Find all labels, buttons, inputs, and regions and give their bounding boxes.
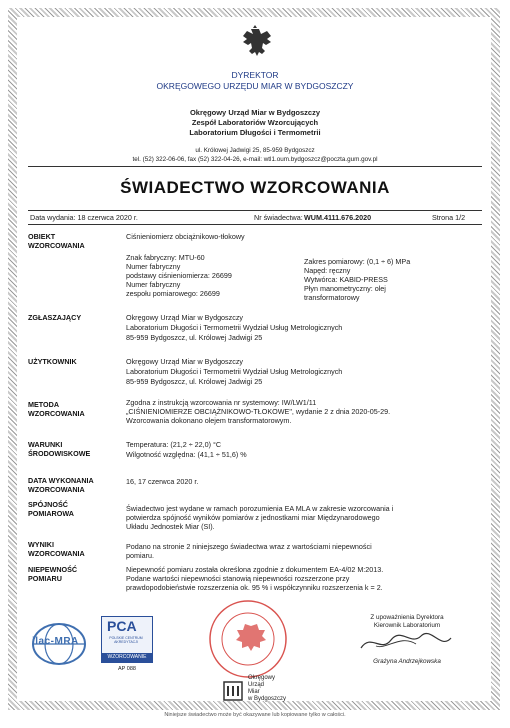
cert-number-label: Nr świadectwa: (254, 213, 303, 222)
page-number: Strona 1/2 (432, 213, 466, 222)
eagle-emblem-icon (237, 22, 273, 62)
oum-logo-icon (222, 680, 244, 702)
org-line3: Laboratorium Długości i Termometrii (189, 128, 321, 137)
uncertainty-line-1: Podane wartości niepewności stanowią niepewności rozszerzone przy (126, 574, 350, 583)
org-line1: Okręgowy Urząd Miar w Bydgoszczy (189, 108, 321, 117)
object-label1: OBIEKT (28, 232, 56, 241)
org-line2: Zespół Laboratoriów Wzorcujących (191, 118, 319, 127)
address-line2: tel. (52) 322-06-06, fax (52) 322-04-26, e-mail: wtl1.oum.bydgoszcz@poczta.gum.gov.pl (132, 156, 378, 163)
results-label1: WYNIKI (28, 540, 54, 549)
ilac-text: ilac-MRA (32, 636, 79, 647)
object-left-3: Numer fabryczny (126, 280, 181, 289)
footer-note: Niniejsze świadectwo może być okazywane lub kopiowane tylko w całości. (164, 712, 346, 718)
method-line-1: „CIŚNIENIOMIERZE OBCIĄŻNIKOWO-TŁOKOWE", wydanie 2 z dnia 2020-05-29. (126, 407, 391, 416)
pca-subtitle: POLSKIE CENTRUM AKREDYTACJI (109, 636, 143, 644)
oum-line1: Okręgowy (248, 675, 276, 681)
applicant-line-0: Okręgowy Urząd Miar w Bydgoszczy (126, 313, 244, 322)
handwritten-signature-icon (356, 628, 456, 656)
uncertainty-line-2: prawdopodobieństwie rozszerzenia ok. 95 % i współczynniku rozszerzenia k = 2. (126, 583, 383, 592)
date-label1: DATA WYKONANIA (28, 476, 94, 485)
issue-date: Data wydania: 18 czerwca 2020 r. (30, 213, 138, 222)
header-divider (28, 166, 482, 167)
results-label2: WZORCOWANIA (28, 549, 85, 558)
user-label: UŻYTKOWNIK (28, 357, 77, 366)
signature-line1: Z upoważnienia Dyrektora (370, 614, 444, 621)
object-left-4: zespołu pomiarowego: 26699 (126, 289, 220, 298)
object-right-3: Płyn manometryczny: olej (304, 284, 386, 293)
conditions-label2: ŚRODOWISKOWE (28, 449, 91, 458)
meta-top-line (28, 210, 482, 211)
traceability-line-0: Świadectwo jest wydane w ramach porozumienia EA MLA w zakresie wzorcowania i (126, 504, 394, 513)
oum-line2: Urząd (248, 682, 265, 688)
conditions-line-1: Wilgotność względna: (41,1 ÷ 51,6) % (126, 450, 247, 459)
results-line-1: pomiaru. (126, 551, 154, 560)
object-name: Ciśnieniomierz obciążnikowo-tłokowy (126, 232, 245, 241)
conditions-line-0: Temperatura: (21,2 ÷ 22,0) °C (126, 440, 222, 449)
method-label2: WZORCOWANIA (28, 409, 85, 418)
meta-bottom-line (28, 224, 482, 225)
traceability-label1: SPÓJNOŚĆ (28, 500, 68, 509)
traceability-line-1: potwierdza spójność wyników pomiarów z jednostkami miar Międzynarodowego (126, 513, 380, 522)
director-line1: DYREKTOR (231, 70, 279, 80)
date-label2: WZORCOWANIA (28, 485, 85, 494)
object-left-2: podstawy ciśnieniomierza: 26699 (126, 271, 232, 280)
applicant-label: ZGŁASZAJĄCY (28, 313, 82, 322)
oum-line3: Miar (248, 689, 260, 695)
cert-number: WUM.4111.676.2020 (304, 213, 372, 222)
traceability-label2: POMIAROWA (28, 509, 74, 518)
director-line2: OKRĘGOWEGO URZĘDU MIAR W BYDGOSZCZY (156, 81, 354, 91)
applicant-line-2: 85-959 Bydgoszcz, ul. Królowej Jadwigi 25 (126, 333, 263, 342)
applicant-line-1: Laboratorium Długości i Termometrii Wydział Usług Metrologicznych (126, 323, 343, 332)
red-stamp-icon (207, 598, 289, 680)
signature-line2: Kierownik Laboratorium (373, 622, 441, 629)
user-line-0: Okręgowy Urząd Miar w Bydgoszczy (126, 357, 244, 366)
pca-text: PCA (107, 618, 137, 634)
address-line1: ul. Królowej Jadwigi 25, 85-959 Bydgoszcz (195, 147, 315, 154)
results-line-0: Podano na stronie 2 niniejszego świadectwa wraz z wartościami niepewności (126, 542, 372, 551)
ilac-mra-logo (28, 616, 90, 674)
uncertainty-line-0: Niepewność pomiaru została określona zgodnie z dokumentem EA-4/02 M:2013. (126, 565, 384, 574)
pca-logo (97, 616, 155, 678)
object-right-1: Napęd: ręczny (304, 266, 351, 275)
oum-text (248, 675, 286, 703)
uncertainty-label1: NIEPEWNOŚĆ (28, 565, 78, 574)
pca-number: AP 088 (118, 666, 136, 672)
date-value: 16, 17 czerwca 2020 r. (126, 477, 199, 486)
oum-line4: w Bydgoszczy (248, 696, 287, 702)
pca-accreditation: WZORCOWANIE (107, 654, 147, 660)
uncertainty-label2: POMIARU (28, 574, 62, 583)
traceability-line-2: Układu Jednostek Miar (SI). (126, 522, 215, 531)
conditions-label1: WARUNKI (28, 440, 63, 449)
object-label2: WZORCOWANIA (28, 241, 85, 250)
certificate-title: ŚWIADECTWO WZORCOWANIA (120, 178, 390, 197)
object-right-2: Wytwórca: KABID-PRESS (304, 275, 388, 284)
object-left-0: Znak fabryczny: MTU-60 (126, 253, 205, 262)
certificate-page (22, 20, 488, 700)
object-left-1: Numer fabryczny (126, 262, 181, 271)
user-line-2: 85-959 Bydgoszcz, ul. Królowej Jadwigi 25 (126, 377, 263, 386)
user-line-1: Laboratorium Długości i Termometrii Wydział Usług Metrologicznych (126, 367, 343, 376)
signature-name: Grażyna Andrzejkowska (373, 658, 441, 665)
object-right-4: transformatorowy (304, 293, 360, 302)
method-line-0: Zgodna z instrukcją wzorcowania nr systemowy: IW/LW1/11 (126, 398, 317, 407)
object-right-0: Zakres pomiarowy: (0,1 ÷ 6) MPa (304, 257, 411, 266)
method-label1: METODA (28, 400, 60, 409)
method-line-2: Wzorcowania dokonano olejem transformatorowym. (126, 416, 292, 425)
